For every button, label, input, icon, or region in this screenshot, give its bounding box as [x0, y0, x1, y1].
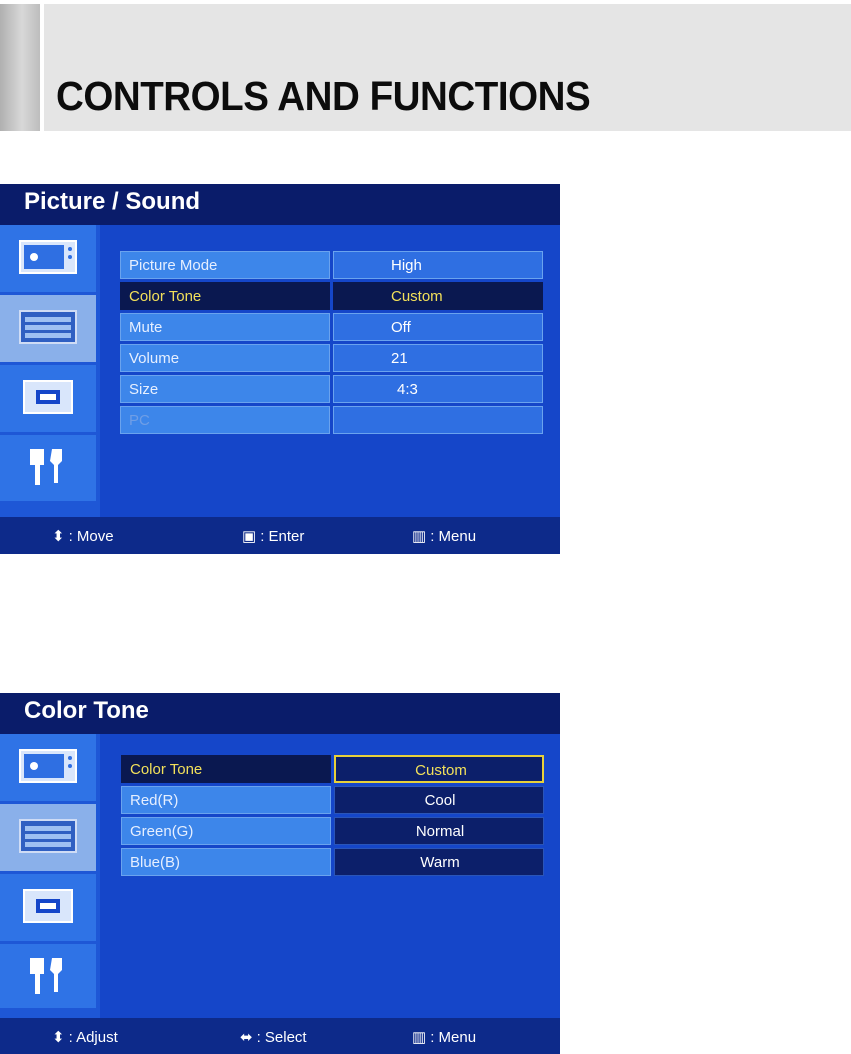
osd-sidebar — [0, 225, 100, 517]
row-label: Volume — [129, 350, 180, 367]
osd-title-bar — [0, 693, 560, 734]
row-label: Picture Mode — [129, 257, 218, 274]
header-tab — [0, 4, 40, 131]
footer-menu-label: : Menu — [430, 528, 477, 545]
sidebar-item-setup[interactable] — [0, 944, 96, 1008]
row-value: Cool — [424, 792, 456, 809]
osd-color-tone — [0, 693, 560, 1054]
menu-row-green[interactable] — [121, 816, 544, 847]
footer-menu-label: : Menu — [430, 1029, 477, 1046]
up-down-arrow-icon: ⬍ — [52, 528, 65, 545]
footer-move — [52, 527, 114, 545]
row-label: Blue(B) — [130, 854, 181, 871]
footer-menu — [412, 527, 476, 545]
up-down-arrow-icon: ⬍ — [52, 1029, 65, 1046]
menu-row-mute[interactable] — [120, 312, 543, 343]
menu-row-volume[interactable] — [120, 343, 543, 374]
row-value: Off — [391, 319, 411, 336]
picture-icon — [18, 237, 78, 277]
sound-icon — [18, 307, 78, 347]
page-header — [0, 0, 851, 133]
settings-menu — [120, 250, 543, 436]
row-label: Color Tone — [129, 288, 202, 305]
sidebar-item-screen[interactable] — [0, 874, 96, 941]
row-label: Size — [129, 381, 159, 398]
screen-icon — [18, 377, 78, 417]
menu-row-red[interactable] — [121, 785, 544, 816]
menu-row-picture-mode[interactable] — [120, 250, 543, 281]
sound-icon — [18, 816, 78, 856]
osd-title: Picture / Sound — [24, 188, 201, 215]
osd-footer — [0, 1018, 560, 1054]
osd-picture-sound — [0, 184, 560, 554]
setup-icon — [18, 956, 78, 996]
row-label: Green(G) — [130, 823, 194, 840]
osd-footer — [0, 517, 560, 554]
row-value: Warm — [420, 854, 460, 871]
row-value: 4:3 — [397, 381, 418, 398]
picture-icon — [18, 746, 78, 786]
menu-row-blue[interactable] — [121, 847, 544, 878]
menu-button-icon: ▥ — [412, 1029, 427, 1046]
footer-adjust-label: : Adjust — [68, 1029, 118, 1046]
menu-row-color-tone[interactable] — [120, 281, 543, 312]
sidebar-item-setup[interactable] — [0, 435, 96, 501]
row-label: Mute — [129, 319, 163, 336]
footer-select — [240, 1028, 307, 1046]
page-title: CONTROLS AND FUNCTIONS — [56, 73, 591, 119]
menu-row-color-tone[interactable] — [121, 754, 544, 785]
sidebar-item-picture[interactable] — [0, 225, 96, 292]
row-label: Color Tone — [130, 761, 203, 778]
enter-button-icon: ▣ — [242, 528, 257, 545]
left-right-arrow-icon: ⬌ — [240, 1029, 253, 1046]
footer-enter — [242, 527, 304, 545]
row-value: Custom — [415, 762, 467, 779]
menu-row-pc — [120, 405, 543, 436]
sidebar-item-picture[interactable] — [0, 734, 96, 801]
sidebar-item-sound[interactable] — [0, 804, 96, 871]
footer-select-label: : Select — [256, 1029, 307, 1046]
osd-title-bar — [0, 184, 560, 225]
row-value: Normal — [415, 823, 465, 840]
setup-icon — [18, 447, 78, 487]
row-label: Red(R) — [130, 792, 179, 809]
menu-button-icon: ▥ — [412, 528, 427, 545]
menu-row-size[interactable] — [120, 374, 543, 405]
osd-title: Color Tone — [24, 697, 149, 724]
sidebar-item-sound[interactable] — [0, 295, 96, 362]
footer-menu — [412, 1028, 476, 1046]
row-label: PC — [129, 412, 150, 429]
footer-enter-label: : Enter — [260, 528, 305, 545]
sidebar-item-screen[interactable] — [0, 365, 96, 432]
row-value: High — [391, 257, 422, 274]
footer-adjust — [52, 1028, 118, 1046]
footer-move-label: : Move — [68, 528, 114, 545]
row-value: 21 — [391, 350, 408, 367]
osd-sidebar — [0, 734, 100, 1018]
screen-icon — [18, 886, 78, 926]
color-tone-menu — [121, 754, 544, 878]
row-value: Custom — [391, 288, 443, 305]
